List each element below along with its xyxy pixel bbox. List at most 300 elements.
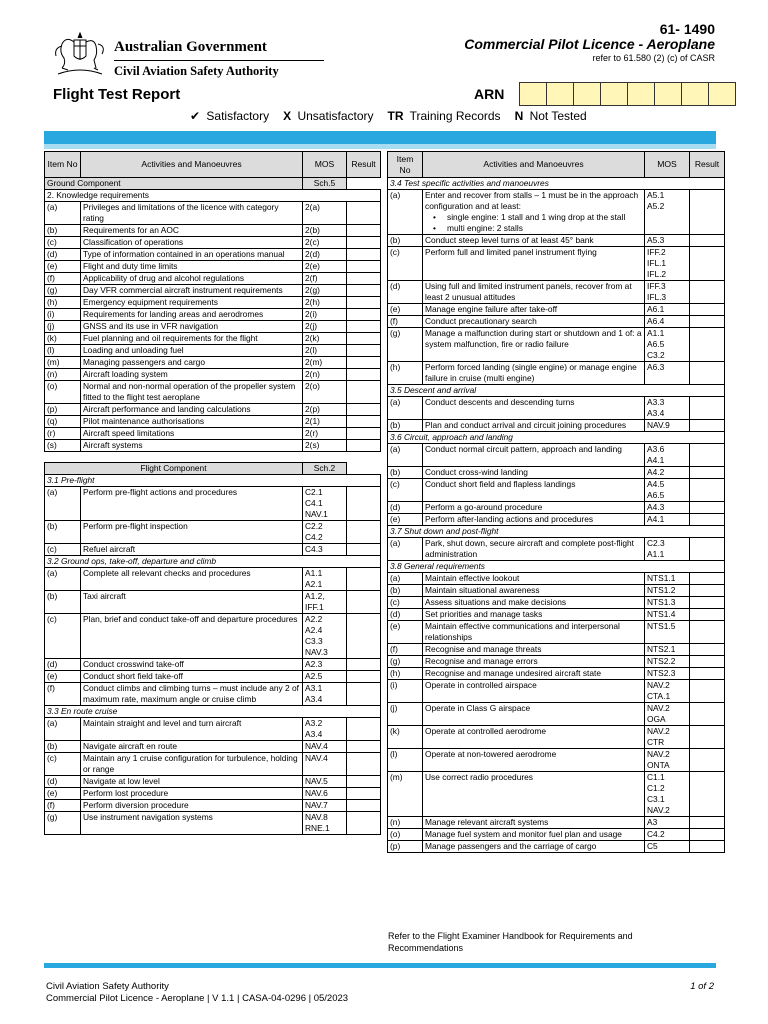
table-row (388, 680, 725, 703)
result-cell[interactable] (690, 467, 725, 479)
result-cell[interactable] (690, 397, 725, 420)
result-cell[interactable] (347, 800, 381, 812)
activity-cell (423, 316, 645, 328)
mos-code: A1.2, IFF.1 (303, 591, 347, 614)
item-no: (h) (45, 297, 81, 309)
result-cell[interactable] (347, 463, 381, 475)
agency-name: Civil Aviation Safety Authority (114, 64, 279, 78)
activity-text: Conduct short field and flapless landings (425, 479, 576, 489)
mos-code: NAV.9 (645, 420, 690, 432)
mos-code: C4.3 (303, 544, 347, 556)
result-cell[interactable] (347, 568, 381, 591)
subsection-row (45, 556, 381, 568)
result-cell[interactable] (690, 817, 725, 829)
subsection-title: 3.6 Circuit, approach and landing (388, 432, 725, 444)
arn-digit-box[interactable] (519, 82, 547, 106)
activity-text: Operate at controlled aerodrome (425, 726, 547, 736)
subsection-row (45, 190, 381, 202)
col-mos: MOS (303, 152, 347, 178)
mos-code: NTS1.4 (645, 609, 690, 621)
mos-code: A4.5 A6.5 (645, 479, 690, 502)
activity-text: Operate in Class G airspace (425, 703, 531, 713)
legend-symbol: TR (387, 109, 404, 123)
mos-code: NAV.2 ONTA (645, 749, 690, 772)
result-cell[interactable] (690, 749, 725, 772)
item-no: (b) (388, 420, 423, 432)
table-row (388, 609, 725, 621)
activity-bullet: • multi engine: 2 stalls (425, 223, 642, 234)
result-cell[interactable] (347, 659, 381, 671)
item-no: (j) (388, 703, 423, 726)
activity-text: Perform full and limited panel instrument flying (425, 247, 597, 257)
result-cell[interactable] (347, 381, 381, 404)
col-result: Result (347, 152, 381, 178)
item-no: (a) (388, 538, 423, 561)
subsection-title: 3.7 Shut down and post-flight (388, 526, 725, 538)
table-row (45, 369, 381, 381)
activity-cell (81, 718, 303, 741)
col-activity: Activities and Manoeuvres (423, 152, 645, 178)
table-row (388, 703, 725, 726)
activity-text: Emergency equipment requirements (83, 297, 218, 307)
activity-cell (423, 235, 645, 247)
mos-code: 2(a) (303, 202, 347, 225)
activity-cell (423, 281, 645, 304)
item-no: (d) (388, 281, 423, 304)
result-cell[interactable] (347, 345, 381, 357)
form-number: 61- 1490 (659, 21, 715, 37)
result-cell[interactable] (690, 703, 725, 726)
item-no: (a) (388, 397, 423, 420)
table-row (45, 202, 381, 225)
activity-cell (423, 190, 645, 235)
activity-cell (423, 829, 645, 841)
activity-text: Recognise and manage errors (425, 656, 538, 666)
coat-of-arms-logo (52, 26, 108, 78)
activity-cell (81, 237, 303, 249)
activity-cell (81, 428, 303, 440)
item-no: (d) (388, 609, 423, 621)
result-cell[interactable] (690, 644, 725, 656)
result-cell[interactable] (690, 621, 725, 644)
result-cell[interactable] (690, 585, 725, 597)
mos-code: 2(c) (303, 237, 347, 249)
table-row (388, 444, 725, 467)
mos-code: NAV.8 RNE.1 (303, 812, 347, 835)
subsection-title: 3.8 General requirements (388, 561, 725, 573)
result-cell[interactable] (347, 753, 381, 776)
activity-text: Manage passengers and the carriage of cargo (425, 841, 597, 851)
item-no: (c) (388, 597, 423, 609)
activity-text: Maintain effective lookout (425, 573, 520, 583)
subsection-row (388, 561, 725, 573)
activity-cell (423, 680, 645, 703)
activity-cell (81, 225, 303, 237)
mos-code: IFF.2 IFL.1 IFL.2 (645, 247, 690, 281)
item-no: (a) (388, 573, 423, 585)
result-cell[interactable] (690, 281, 725, 304)
result-cell[interactable] (690, 479, 725, 502)
table-row (45, 225, 381, 237)
mos-code: NAV.4 (303, 741, 347, 753)
item-no: (a) (45, 487, 81, 521)
col-item: Item No (388, 152, 423, 178)
activity-text: Maintain any 1 cruise configuration for turbulence, holding or range (83, 753, 298, 774)
activity-cell (423, 444, 645, 467)
table-row (45, 741, 381, 753)
mos-code: A4.2 (645, 467, 690, 479)
mos-code: 2(l) (303, 345, 347, 357)
table-row (45, 544, 381, 556)
result-cell[interactable] (690, 597, 725, 609)
activity-cell (423, 621, 645, 644)
result-cell[interactable] (690, 514, 725, 526)
activity-text: Conduct precautionary search (425, 316, 537, 326)
result-cell[interactable] (347, 416, 381, 428)
table-row (45, 404, 381, 416)
legend-text: Not Tested (529, 109, 587, 123)
footer-org: Civil Aviation Safety Authority (46, 981, 169, 992)
activity-cell (81, 776, 303, 788)
activity-text: Enter and recover from stalls – 1 must be in the approach configuration and at least: (425, 190, 639, 211)
result-cell[interactable] (347, 614, 381, 659)
result-cell[interactable] (690, 444, 725, 467)
spacer-row (45, 452, 381, 463)
activity-cell (423, 772, 645, 817)
item-no: (m) (388, 772, 423, 817)
org-name: Australian Government (114, 39, 267, 55)
mos-code: 2(o) (303, 381, 347, 404)
result-cell[interactable] (347, 202, 381, 225)
mos-code: 2(d) (303, 249, 347, 261)
result-cell[interactable] (347, 440, 381, 452)
item-no: (n) (45, 369, 81, 381)
activity-cell (81, 202, 303, 225)
activity-text: Perform a go-around procedure (425, 502, 543, 512)
item-no: (i) (45, 309, 81, 321)
activity-text: Operate in controlled airspace (425, 680, 537, 690)
activity-text: Conduct crosswind take-off (83, 659, 184, 669)
result-cell[interactable] (347, 671, 381, 683)
legend-item (515, 109, 587, 123)
activity-text: Perform diversion procedure (83, 800, 189, 810)
subsection-title: 2. Knowledge requirements (45, 190, 381, 202)
activity-text: Using full and limited instrument panels, recover from at least 2 unusual attitudes (425, 281, 632, 302)
activity-text: Day VFR commercial aircraft instrument requirements (83, 285, 283, 295)
activity-cell (423, 841, 645, 853)
activity-cell (81, 273, 303, 285)
activity-cell (81, 741, 303, 753)
arn-digit-box[interactable] (546, 82, 574, 106)
mos-code: 2(b) (303, 225, 347, 237)
mos-code: IFF.3 IFL.3 (645, 281, 690, 304)
result-cell[interactable] (347, 788, 381, 800)
activity-text: Manage engine failure after take-off (425, 304, 558, 314)
arn-input-group[interactable] (520, 82, 736, 106)
activity-text: Perform pre-flight actions and procedures (83, 487, 238, 497)
result-cell[interactable] (347, 487, 381, 521)
result-cell[interactable] (690, 190, 725, 235)
result-cell[interactable] (347, 261, 381, 273)
activity-text: Plan, brief and conduct take-off and departure procedures (83, 614, 298, 624)
table-row (45, 683, 381, 706)
item-no: (n) (388, 817, 423, 829)
mos-code: C2.2 C4.2 (303, 521, 347, 544)
activity-text: Navigate aircraft en route (83, 741, 178, 751)
result-cell[interactable] (347, 521, 381, 544)
activity-bullet: • single engine: 1 stall and 1 wing drop at the stall (425, 212, 642, 223)
activity-text: Pilot maintenance authorisations (83, 416, 205, 426)
table-row (388, 304, 725, 316)
item-no: (a) (45, 718, 81, 741)
result-cell[interactable] (347, 333, 381, 345)
arn-digit-box[interactable] (654, 82, 682, 106)
table-row (45, 357, 381, 369)
item-no: (b) (45, 225, 81, 237)
arn-digit-box[interactable] (681, 82, 709, 106)
table-row (388, 772, 725, 817)
item-no: (e) (45, 261, 81, 273)
table-row (388, 502, 725, 514)
result-cell[interactable] (347, 321, 381, 333)
item-no: (o) (388, 829, 423, 841)
legend-item (283, 109, 373, 123)
item-no: (d) (388, 502, 423, 514)
item-no: (i) (388, 680, 423, 703)
result-cell[interactable] (690, 680, 725, 703)
arn-label: ARN (474, 86, 505, 102)
item-no: (b) (388, 467, 423, 479)
result-cell[interactable] (690, 609, 725, 621)
result-cell[interactable] (690, 304, 725, 316)
activity-text: Requirements for an AOC (83, 225, 179, 235)
result-cell[interactable] (347, 249, 381, 261)
activity-text: Conduct cross-wind landing (425, 467, 528, 477)
result-cell[interactable] (690, 772, 725, 817)
ground-flight-table (44, 151, 381, 835)
table-row (45, 800, 381, 812)
activity-text: Manage fuel system and monitor fuel plan and usage (425, 829, 622, 839)
activity-cell (81, 333, 303, 345)
mos-code: A5.3 (645, 235, 690, 247)
mos-code: NAV.2 CTR (645, 726, 690, 749)
item-no: (p) (388, 841, 423, 853)
activity-cell (81, 753, 303, 776)
subsection-row (388, 385, 725, 397)
item-no: (c) (388, 247, 423, 281)
result-cell[interactable] (347, 225, 381, 237)
result-cell[interactable] (690, 656, 725, 668)
result-cell[interactable] (347, 178, 381, 190)
result-cell[interactable] (347, 404, 381, 416)
table-row (45, 333, 381, 345)
activity-cell (81, 261, 303, 273)
activity-cell (81, 683, 303, 706)
mos-code: A6.1 (645, 304, 690, 316)
result-cell[interactable] (690, 538, 725, 561)
activity-text: Fuel planning and oil requirements for the flight (83, 333, 258, 343)
result-cell[interactable] (347, 428, 381, 440)
activity-text: Perform forced landing (single engine) or manage engine failure in cruise (multi engine) (425, 362, 637, 383)
result-cell[interactable] (690, 573, 725, 585)
result-cell[interactable] (347, 812, 381, 835)
result-cell[interactable] (690, 668, 725, 680)
mos-code: A4.3 (645, 502, 690, 514)
table-row (45, 568, 381, 591)
table-row (388, 585, 725, 597)
mos-code: A2.3 (303, 659, 347, 671)
activity-text: Conduct climbs and climbing turns – must include any 2 of maximum rate, maximum angle or cruise climb (83, 683, 299, 704)
section-schedule: Sch.2 (303, 463, 347, 475)
table-row (388, 479, 725, 502)
table-row (388, 328, 725, 362)
table-row (388, 668, 725, 680)
result-legend (190, 109, 587, 123)
result-cell[interactable] (347, 357, 381, 369)
mos-code: 2(k) (303, 333, 347, 345)
item-no: (e) (45, 671, 81, 683)
mos-code: NTS2.1 (645, 644, 690, 656)
subsection-row (388, 432, 725, 444)
result-cell[interactable] (690, 235, 725, 247)
table-row (45, 788, 381, 800)
result-cell[interactable] (347, 683, 381, 706)
mos-code: A2.2 A2.4 C3.3 NAV.3 (303, 614, 347, 659)
mos-code: A3.2 A3.4 (303, 718, 347, 741)
result-cell[interactable] (347, 776, 381, 788)
table-row (45, 345, 381, 357)
mos-code: NTS1.2 (645, 585, 690, 597)
item-no: (c) (45, 753, 81, 776)
legend-symbol: X (283, 109, 292, 123)
activity-cell (423, 609, 645, 621)
table-row (388, 420, 725, 432)
table-row (388, 829, 725, 841)
item-no: (d) (45, 249, 81, 261)
arn-digit-box[interactable] (573, 82, 601, 106)
item-no: (b) (45, 591, 81, 614)
legend-item (388, 109, 501, 123)
test-specific-table (387, 151, 725, 853)
mos-code: NTS1.3 (645, 597, 690, 609)
mos-code: NTS2.2 (645, 656, 690, 668)
activity-cell (423, 397, 645, 420)
item-no: (a) (45, 568, 81, 591)
item-no: (d) (45, 659, 81, 671)
result-cell[interactable] (347, 741, 381, 753)
mos-code: A5.1 A5.2 (645, 190, 690, 235)
result-cell[interactable] (690, 502, 725, 514)
item-no: (k) (388, 726, 423, 749)
table-row (45, 776, 381, 788)
subsection-title: 3.3 En route cruise (45, 706, 381, 718)
activity-cell (81, 357, 303, 369)
table-row (388, 841, 725, 853)
table-row (45, 261, 381, 273)
item-no: (s) (45, 440, 81, 452)
result-cell[interactable] (347, 369, 381, 381)
table-row (45, 521, 381, 544)
result-cell[interactable] (347, 297, 381, 309)
arn-digit-box[interactable] (708, 82, 736, 106)
result-cell[interactable] (347, 285, 381, 297)
activity-text: Privileges and limitations of the licence with category rating (83, 202, 279, 223)
activity-cell (81, 309, 303, 321)
arn-digit-box[interactable] (627, 82, 655, 106)
item-no: (h) (388, 362, 423, 385)
activity-cell (423, 573, 645, 585)
result-cell[interactable] (347, 718, 381, 741)
result-cell[interactable] (690, 328, 725, 362)
activity-text: Maintain effective communications and interpersonal relationships (425, 621, 620, 642)
table-row (388, 514, 725, 526)
mos-code: A4.1 (645, 514, 690, 526)
activity-cell (81, 416, 303, 428)
mos-code: NTS1.5 (645, 621, 690, 644)
item-no: (c) (45, 614, 81, 659)
item-no: (h) (388, 668, 423, 680)
activity-cell (81, 614, 303, 659)
table-row (388, 749, 725, 772)
item-no: (r) (45, 428, 81, 440)
arn-digit-box[interactable] (600, 82, 628, 106)
activity-text: Conduct steep level turns of at least 45° bank (425, 235, 594, 245)
table-row (45, 309, 381, 321)
item-no: (m) (45, 357, 81, 369)
result-cell[interactable] (347, 544, 381, 556)
table-row (388, 190, 725, 235)
result-cell[interactable] (347, 309, 381, 321)
mos-code: A1.1 A6.5 C3.2 (645, 328, 690, 362)
report-title: Flight Test Report (53, 86, 181, 103)
result-cell[interactable] (690, 726, 725, 749)
result-cell[interactable] (690, 362, 725, 385)
subsection-row (45, 475, 381, 487)
mos-code: A3.6 A4.1 (645, 444, 690, 467)
item-no: (g) (45, 285, 81, 297)
result-cell[interactable] (347, 237, 381, 249)
mos-code: C2.1 C4.1 NAV.1 (303, 487, 347, 521)
result-cell[interactable] (690, 316, 725, 328)
activity-cell (81, 487, 303, 521)
result-cell[interactable] (690, 420, 725, 432)
form-reference: refer to 61.580 (2) (c) of CASR (592, 53, 715, 63)
table-row (45, 440, 381, 452)
handbook-note: Refer to the Flight Examiner Handbook for Requirements and Recommendations (388, 931, 633, 953)
activity-text: Refuel aircraft (83, 544, 136, 554)
activity-cell (423, 597, 645, 609)
item-no: (f) (45, 683, 81, 706)
table-row (388, 817, 725, 829)
section-header-row (45, 463, 381, 475)
result-cell[interactable] (690, 247, 725, 281)
activity-cell (423, 328, 645, 362)
result-cell[interactable] (347, 273, 381, 285)
activity-text: Operate at non-towered aerodrome (425, 749, 557, 759)
activity-text: Perform pre-flight inspection (83, 521, 188, 531)
result-cell[interactable] (347, 591, 381, 614)
item-no: (a) (388, 190, 423, 235)
activity-cell (81, 297, 303, 309)
result-cell[interactable] (690, 841, 725, 853)
activity-text: Conduct normal circuit pattern, approach and landing (425, 444, 622, 454)
result-cell[interactable] (690, 829, 725, 841)
activity-text: Requirements for landing areas and aerodromes (83, 309, 264, 319)
activity-cell (81, 800, 303, 812)
legend-text: Training Records (409, 109, 501, 123)
mos-code: A3.1 A3.4 (303, 683, 347, 706)
mos-code: 2(f) (303, 273, 347, 285)
